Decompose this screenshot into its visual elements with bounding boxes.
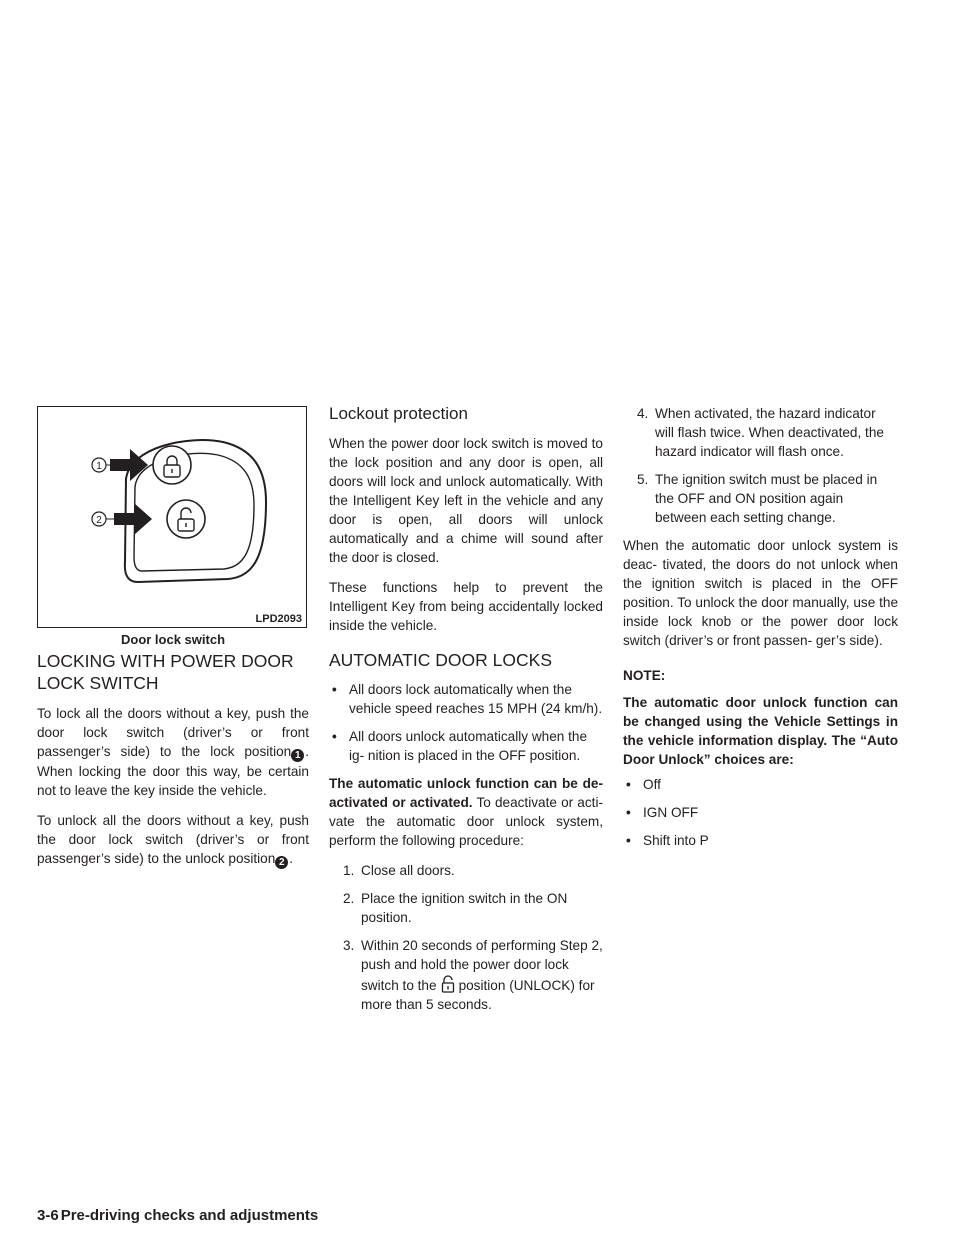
footer-section-title: Pre-driving checks and adjustments (60, 1207, 319, 1224)
choice-item (623, 803, 898, 822)
door-lock-switch-illustration (38, 407, 306, 627)
deactivated-paragraph: When the automatic door unlock system is deac- tivated, the doors do not unlock when the ignition switch is placed in the OFF position. To unlock the door manually, use the inside lock knob or the power door lock switch (driver’s or front passen- ger’s side). (623, 538, 898, 648)
bullet-icon: • (332, 729, 337, 744)
p2-text-a: To unlock all the doors without a key, push the door lock switch (driver’s or front passenger’s side) to the unlock position (37, 813, 309, 866)
automatic-door-locks-heading: AUTOMATIC DOOR LOCKS (329, 650, 552, 670)
bullet-icon: • (626, 805, 631, 820)
page-footer (37, 1207, 318, 1224)
choice-text: Off (643, 777, 661, 792)
step-text: Close all doors. (361, 863, 455, 878)
figure-callout-1: 1 (96, 461, 102, 472)
note-text: The automatic door unlock function can be changed using the Vehicle Settings in the vehicle information display. The “Auto Door Unlock” choices are: (623, 695, 898, 767)
heading-line-2: LOCK SWITCH (37, 673, 159, 693)
step-item (329, 861, 603, 880)
section-heading-locking (37, 650, 309, 694)
lockout-protection-heading: Lockout protection (329, 404, 468, 423)
figure-callout-2: 2 (96, 515, 102, 526)
bullet-icon: • (332, 682, 337, 697)
figure-caption: Door lock switch (120, 632, 226, 647)
note-label: NOTE: (623, 668, 666, 683)
automatic-unlock-rest: To deactivate or acti- vate the automatic door unlock system, perform the following procedure: (329, 795, 603, 848)
door-lock-switch-figure (37, 406, 307, 628)
step-number: 3. (343, 938, 355, 953)
figure-code: LPD2093 (255, 613, 302, 625)
automatic-unlock-bold: The automatic unlock function can be de- activated or activated. (329, 776, 603, 810)
choice-item (623, 775, 898, 794)
step-number: 1. (343, 863, 355, 878)
choice-text: Shift into P (643, 833, 709, 848)
step-number: 2. (343, 891, 355, 906)
column-2 (329, 404, 603, 1023)
bullet-icon: • (626, 833, 631, 848)
bullet-text: All doors lock automatically when the vehicle speed reaches 15 MPH (24 km/h). (349, 682, 603, 716)
unlock-position-icon (440, 974, 456, 994)
automatic-unlock-paragraph (329, 774, 603, 850)
lockout-paragraph-1: When the power door lock switch is moved to the lock position and any door is open, all doors will lock and unlock automatically. With the Intelligent Key left in the vehicle and any door is open, all doors will unlock automatically and a chime will sound after the door is closed. (329, 436, 603, 565)
bullet-item (329, 727, 603, 765)
choice-text: IGN OFF (643, 805, 699, 820)
step-item (623, 404, 898, 461)
step-item (329, 889, 603, 927)
p1-text-a: To lock all the doors without a key, push the door lock switch (driver’s or front passenger’s side) to the lock position (37, 706, 309, 759)
step-text-a: Within 20 seconds of performing Step 2, push and hold the power door lock switch to the (361, 938, 603, 993)
callout-2-icon: 2 (275, 856, 288, 869)
step-text: The ignition switch must be placed in the OFF and ON position again between each setting change. (655, 472, 878, 525)
step-text: When activated, the hazard indicator will flash twice. When deactivated, the hazard indicator will flash once. (655, 406, 884, 459)
step-text-b: position (UNLOCK) for more than 5 seconds. (361, 978, 595, 1012)
column-3 (623, 404, 898, 859)
step-number: 5. (637, 472, 649, 487)
callout-1-icon: 1 (291, 749, 304, 762)
step-text: Place the ignition switch in the ON position. (361, 891, 568, 925)
p2-text-b: . (289, 851, 294, 866)
bullet-icon: • (626, 777, 631, 792)
p1-text-b: . When locking the door this way, be certain not to leave the key inside the vehicle. (37, 744, 309, 798)
step-number: 4. (637, 406, 649, 421)
column-1 (37, 650, 309, 880)
heading-line-1: LOCKING WITH POWER DOOR (37, 651, 294, 671)
bullet-item (329, 680, 603, 718)
bullet-text: All doors unlock automatically when the ig- nition is placed in the OFF position. (349, 729, 588, 763)
step-item (623, 470, 898, 527)
locking-paragraph-1 (37, 704, 309, 800)
choice-item (623, 831, 898, 850)
locking-paragraph-2 (37, 811, 309, 869)
step-item (329, 936, 603, 1014)
page-number: 3-6 (37, 1207, 59, 1224)
lockout-paragraph-2: These functions help to prevent the Intelligent Key from being accidentally locked inside the vehicle. (329, 580, 603, 633)
